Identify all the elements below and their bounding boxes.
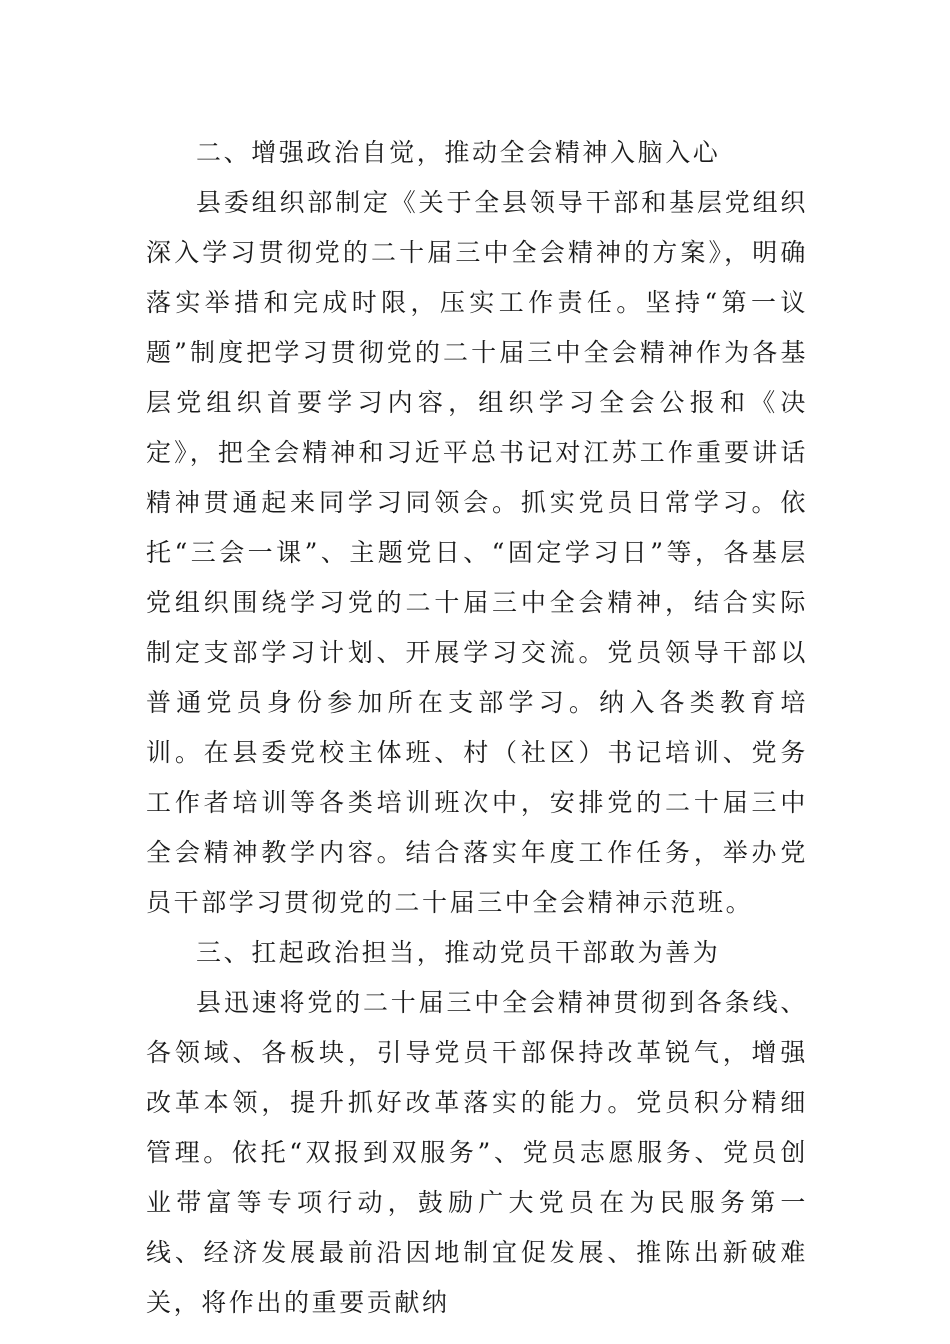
section-body-2: 县委组织部制定《关于全县领导干部和基层党组织深入学习贯彻党的二十届三中全会精神的方案》，明确落实举措和完成时限，压实工作责任。坚持“第一议题”制度把学习贯彻党的二十届三中全会精神作为各基层党组织首要学习内容，组织学习全会公报和《决定》，把全会精神和习近平总书记对江苏工作重要讲话精神贯通起来同学习同领会。抓实党员日常学习。依托“三会一课”、主题党日、“固定学习日”等，各基层党组织围绕学习党的二十届三中全会精神，结合实际制定支部学习计划、开展学习交流。党员领导干部以普通党员身份参加所在支部学习。纳入各类教育培训。在县委党校主体班、村（社区）书记培训、党务工作者培训等各类培训班次中，安排党的二十届三中全会精神教学内容。结合落实年度工作任务，举办党员干部学习贯彻党的二十届三中全会精神示范班。: [146, 188, 808, 917]
section-heading-2: 二、增强政治自觉，推动全会精神入脑入心: [196, 138, 721, 167]
section-heading-3: 三、扛起政治担当，推动党员干部敢为善为: [196, 938, 721, 967]
document-page: [146, 128, 808, 1328]
section-body-3: 县迅速将党的二十届三中全会精神贯彻到各条线、各领域、各板块，引导党员干部保持改革锐气，增强改革本领，提升抓好改革落实的能力。党员积分精细管理。依托“双报到双服务”、党员志愿服务、党员创业带富等专项行动，鼓励广大党员在为民服务第一线、经济发展最前沿因地制宜促发展、推陈出新破难关，将作出的重要贡献纳: [146, 988, 808, 1317]
